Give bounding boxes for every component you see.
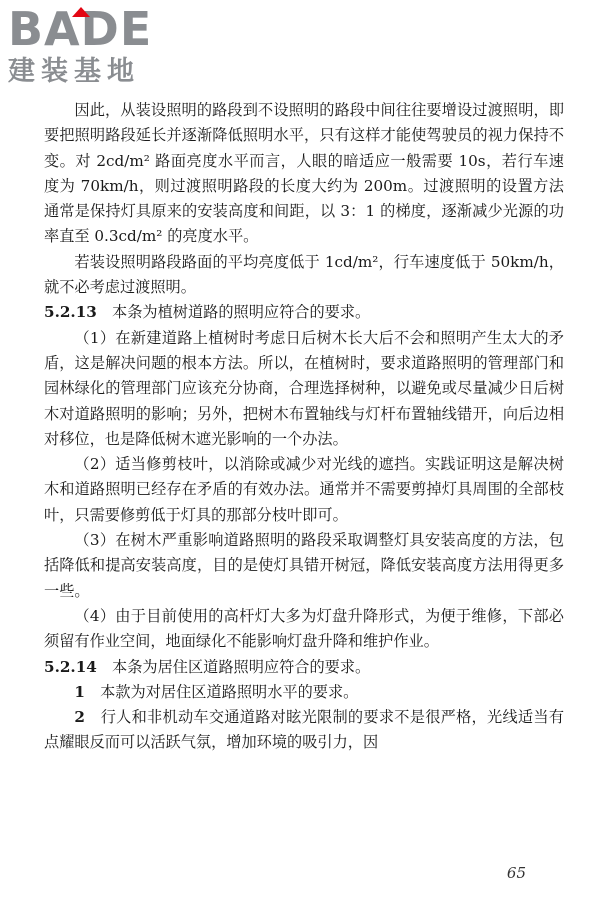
paragraph: 若装设照明路段路面的平均亮度低于 1cd/m²，行车速度低于 50km/h，就不必考虑过渡照明。 bbox=[44, 252, 564, 297]
item-text: 行人和非机动车交通道路对眩光限制的要求不是很严格，光线适当有点耀眼反而可以活跃气氛，增加环境的吸引力，因 bbox=[44, 708, 565, 752]
page-content bbox=[44, 98, 564, 756]
logo-wordmark: BADE bbox=[8, 2, 153, 56]
paragraph: （2）适当修剪枝叶，以消除或减少对光线的遮挡。实践证明这是解决树木和道路照明已经存在矛盾的有效办法。通常并不需要剪掉灯具周围的全部枝叶，只需要修剪低于灯具的那部分枝叶即可。 bbox=[44, 455, 564, 524]
paragraph: （4）由于目前使用的高杆灯大多为灯盘升降形式，为便于维修，下部必须留有作业空间，地面绿化不能影响灯盘升降和维护作业。 bbox=[44, 606, 564, 651]
clause-number: 5.2.13 bbox=[44, 303, 97, 322]
clause-text: 本条为植树道路的照明应符合的要求。 bbox=[112, 303, 371, 322]
clause-heading bbox=[44, 655, 564, 680]
item-text: 本款为对居住区道路照明水平的要求。 bbox=[100, 682, 359, 701]
clause-item bbox=[44, 680, 564, 705]
clause-heading bbox=[44, 300, 564, 325]
clause-text: 本条为居住区道路照明应符合的要求。 bbox=[112, 657, 371, 676]
paragraph: 因此，从装设照明的路段到不设照明的路段中间往往要增设过渡照明，即要把照明路段延长并逐渐降低照明水平，只有这样才能使驾驶员的视力保持不变。对 2cd/m² 路面亮度水平而言，人眼的暗适应一般需要 10s，若行车速度为 70km/h，则过渡照明路段的长度大约为 200m。过渡照明的设置方法通常是保持灯具原来的安装高度和间距，以 3：1 的梯度，逐渐减少光源的功率直至 0.3cd/m² 的亮度水平。 bbox=[44, 101, 564, 246]
logo-subtitle: 建装基地 bbox=[8, 56, 140, 87]
clause-item bbox=[44, 705, 564, 756]
paragraph: （1）在新建道路上植树时考虑日后树木长大后不会和照明产生太大的矛盾，这是解决问题的根本方法。所以，在植树时，要求道路照明的管理部门和园林绿化的管理部门应该充分协商，合理选择树种，以避免或尽量减少日后树木对道路照明的影响；另外，把树木布置轴线与灯杆布置轴线错开，向后边相对移位，也是降低树木遮光影响的一个办法。 bbox=[44, 328, 564, 448]
paragraph: （3）在树木严重影响道路照明的路段采取调整灯具安装高度的方法，包括降低和提高安装高度，目的是使灯具错开树冠，降低安装高度方法用得更多一些。 bbox=[44, 531, 564, 600]
logo-accent-icon bbox=[72, 7, 90, 17]
bade-logo bbox=[8, 4, 183, 94]
clause-number: 5.2.14 bbox=[44, 657, 97, 676]
item-number: 1 bbox=[74, 682, 85, 701]
item-number: 2 bbox=[74, 708, 85, 727]
page-number: 65 bbox=[506, 864, 526, 882]
